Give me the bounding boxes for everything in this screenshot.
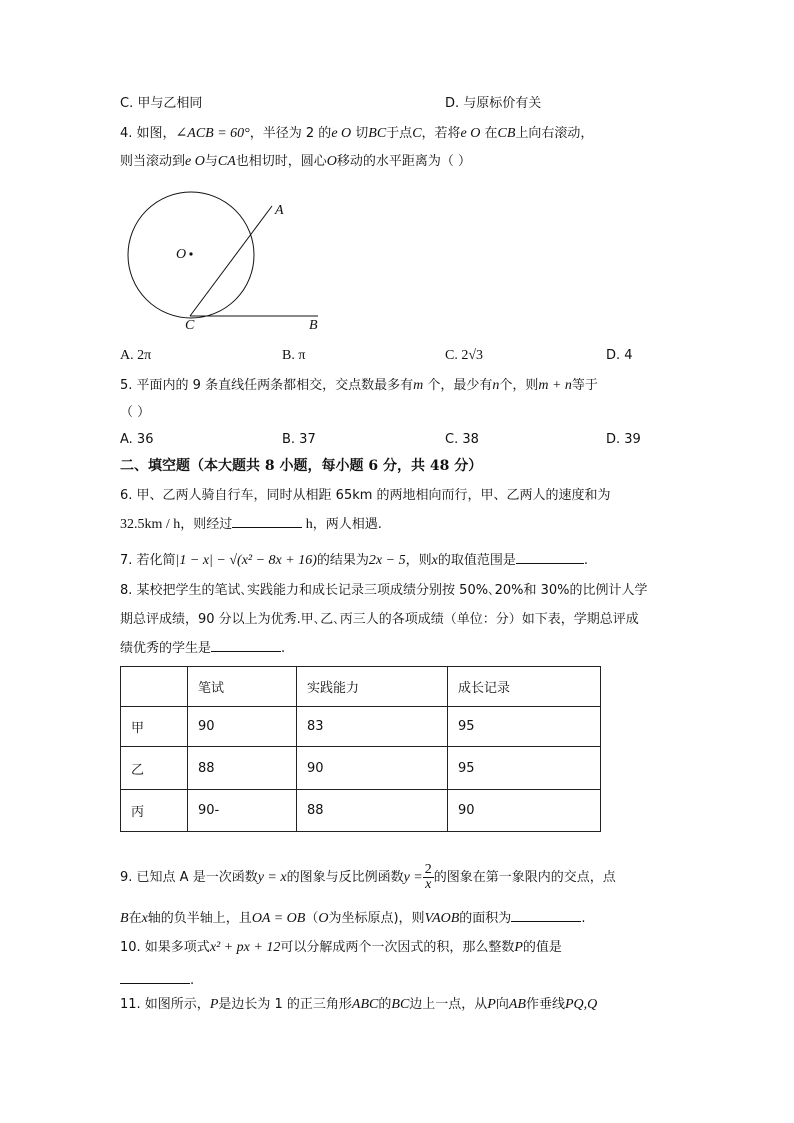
q5-option-c: C. 38 — [445, 432, 479, 447]
q9-line2: B在x轴的负半轴上，且OA = OB（O为坐标原点)，则VAOB的面积为 . — [120, 911, 586, 926]
q3-option-c: C. 甲与乙相同 — [120, 96, 203, 111]
center-dot — [189, 252, 192, 255]
q3-option-d: D. 与原标价有关 — [445, 96, 542, 111]
q5-line1: 5. 平面内的 9 条直线任两条都相交，交点数最多有m 个，最少有n个，则m + n等于 — [120, 378, 598, 393]
q4-option-d: D. 4 — [606, 348, 633, 363]
q4-line2: 则当滚动到e O与CA也相切时，圆心O移动的水平距离为（ ） — [120, 154, 472, 169]
q5-paren: （ ） — [120, 405, 151, 420]
label-a: A — [275, 203, 284, 218]
q9-line1: 9. 已知点 A 是一次函数y = x的图象与反比例函数y = $\frac{2}{x}$ 的图象在第一象限内的交点，点 — [120, 862, 616, 892]
q7-line: 7. 若化简|1 − x| − √(x² − 8x + 16)的结果为2x − 5，则x的取值范围是 . — [120, 553, 588, 568]
section-heading: 二、填空题（本大题共 8 小题，每小题 6 分，共 48 分） — [120, 458, 483, 474]
answer-blank[interactable] — [232, 515, 302, 528]
q8-line1: 8. 某校把学生的笔试､实践能力和成长记录三项成绩分别按 50%､20%和 30%的比例计人学 — [120, 583, 648, 598]
ray-ca — [190, 206, 272, 316]
table-row: 丙 90- 88 90 — [121, 790, 601, 832]
q4-option-c: C. 2√3 — [445, 348, 484, 363]
table-row: 乙 88 90 95 — [121, 747, 601, 790]
q10-line: 10. 如果多项式x² + px + 12可以分解成两个一次因式的积，那么整数P的值是 — [120, 940, 562, 955]
answer-blank[interactable] — [211, 639, 281, 652]
q5-option-d: D. 39 — [606, 432, 641, 447]
q4-option-a: A. 2π — [120, 348, 152, 363]
score-table — [120, 666, 601, 832]
label-c: C — [185, 318, 195, 333]
label-o: O — [176, 247, 187, 262]
q10-blank-line: . — [120, 971, 194, 990]
q6-line1: 6. 甲、乙两人骑自行车，同时从相距 65km 的两地相向而行，甲、乙两人的速度和为 — [120, 488, 611, 503]
q4-line1: 4. 如图，∠ACB = 60°，半径为 2 的e O 切BC于点C，若将e O 在CB上向右滚动， — [120, 126, 594, 141]
q4-option-b: B. π — [282, 348, 306, 363]
q5-option-a: A. 36 — [120, 432, 154, 447]
q5-option-b: B. 37 — [282, 432, 316, 447]
answer-blank[interactable] — [120, 971, 190, 984]
answer-blank[interactable] — [516, 551, 584, 564]
fraction: $\frac{2}{x}$ — [424, 862, 432, 892]
q6-line2: 32.5km / h，则经过 h，两人相遇. — [120, 517, 382, 532]
q8-line3: 绩优秀的学生是 . — [120, 641, 286, 656]
q8-line2: 期总评成绩，90 分以上为优秀.甲､乙､丙三人的各项成绩（单位：分）如下表，学期总评成 — [120, 612, 639, 627]
label-b: B — [309, 318, 318, 333]
answer-blank[interactable] — [511, 909, 581, 922]
q11-line: 11. 如图所示，P是边长为 1 的正三角形ABC的BC边上一点，从P向AB作垂线PQ,Q — [120, 997, 598, 1012]
table-row: 甲 90 83 95 — [121, 707, 601, 747]
table-header-row: 笔试 实践能力 成长记录 — [121, 667, 601, 707]
